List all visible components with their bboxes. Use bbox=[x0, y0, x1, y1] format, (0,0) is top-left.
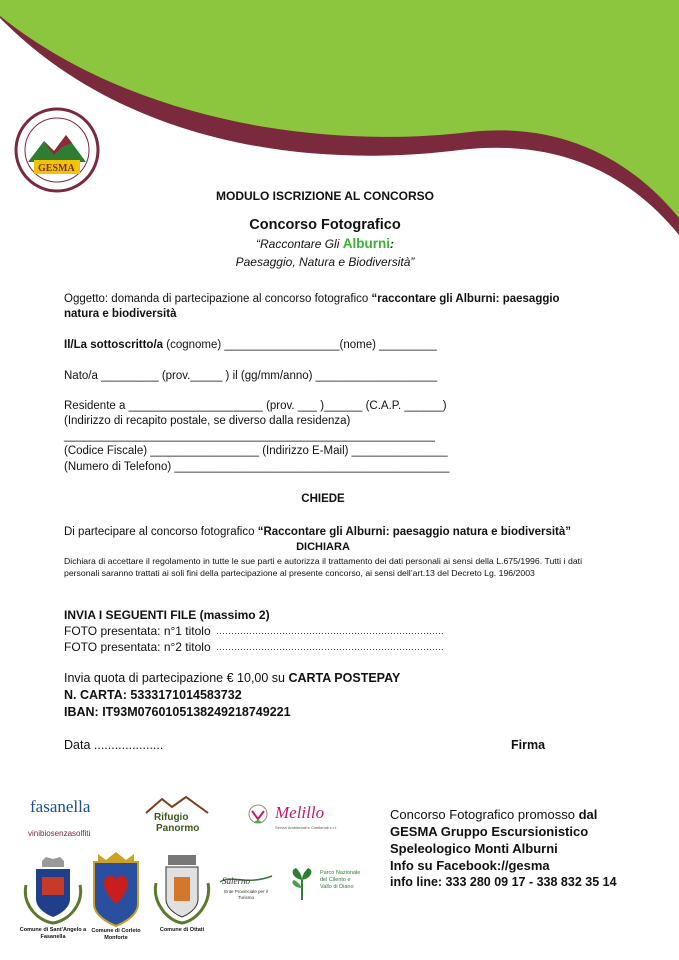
header-swoosh bbox=[0, 0, 679, 240]
salerno-ept-logo bbox=[218, 872, 274, 908]
quota-prefix: Invia quota di partecipazione € 10,00 su bbox=[64, 671, 289, 685]
quota-line bbox=[64, 670, 400, 687]
foto2-dots: …………………………………………………………………. bbox=[216, 642, 444, 652]
comune1-label: Comune di Sant'Angelo a Fasanella bbox=[19, 927, 87, 940]
residente-line: Residente a _____________________ (prov. ___ )______ (C.A.P. ______) bbox=[64, 400, 447, 412]
rifugio-panormo-logo bbox=[142, 795, 212, 840]
panormo-text: Panormo bbox=[156, 823, 200, 834]
telefono-line: (Numero di Telefono) ___________________________________________ bbox=[64, 461, 450, 473]
sottoscritto-label: Il/La sottoscritto/a bbox=[64, 339, 164, 351]
promo-line2: GESMA Gruppo Escursionistico bbox=[390, 824, 589, 839]
green-band bbox=[0, 0, 679, 218]
comune3-label: Comune di Ottati bbox=[159, 927, 205, 933]
nato-line: Nato/a _________ (prov._____ ) il (gg/mm/anno) ___________________ bbox=[64, 370, 438, 382]
comune-corleto bbox=[88, 852, 144, 947]
subtitle-highlight: Alburni bbox=[342, 236, 390, 251]
comune-santangelo bbox=[18, 855, 88, 945]
contest-title: Concorso Fotografico bbox=[249, 217, 401, 233]
partecipare-prefix: Di partecipare al concorso fotografico bbox=[64, 526, 258, 538]
parco-text: Parco Nazionale del Cilento e Vallo di Diano bbox=[320, 870, 361, 890]
fasanella-logo-sub: vinibiosenzasolfiti bbox=[28, 829, 91, 838]
salerno-text: Salerno bbox=[222, 876, 250, 886]
codice-fiscale-line: (Codice Fiscale) _________________ (Indirizzo E-Mail) _______________ bbox=[64, 445, 448, 457]
chiede-heading: CHIEDE bbox=[301, 493, 345, 505]
firma-label: Firma bbox=[511, 738, 546, 752]
promo-line1-normal: Concorso Fotografico promosso bbox=[390, 807, 579, 822]
promo-line1 bbox=[390, 806, 670, 823]
form-title: MODULO ISCRIZIONE AL CONCORSO bbox=[215, 189, 434, 203]
salerno-sub: Ente Provinciale per il Turismo bbox=[224, 889, 268, 900]
sottoscritto-line bbox=[64, 338, 437, 353]
gesma-logo bbox=[14, 107, 100, 193]
carta-number: N. CARTA: 5333171014583732 bbox=[64, 688, 242, 702]
rifugio-text: Rifugio bbox=[154, 812, 189, 823]
subtitle-suffix: : bbox=[389, 237, 394, 251]
oggetto-bold-1: “raccontare gli Alburni: paesaggio bbox=[371, 293, 560, 305]
melillo-text: Melillo bbox=[275, 803, 325, 822]
promo-line1-bold: dal bbox=[578, 807, 598, 822]
oggetto-prefix: Oggetto: domanda di partecipazione al concorso fotografico bbox=[64, 293, 372, 305]
partecipare-bold: “Raccontare gli Alburni: paesaggio natura e biodiversità” bbox=[257, 526, 572, 538]
indirizzo-line: (Indirizzo di recapito postale, se diverso dalla residenza) bbox=[64, 415, 351, 427]
dichiara-heading: DICHIARA bbox=[296, 541, 350, 553]
gesma-logo-text: GESMA bbox=[38, 163, 75, 174]
dichiara-text: Dichiara di accettare il regolamento in tutte le sue parti e autorizza il trattamento dei dati personali ai sensi della L.675/1996. Tutti i dati personali saranno trattati ai soli fini della partecipazione al presente concorso, ai sensi dell’art.13 del Decreto Lg. 196/2003 bbox=[64, 556, 582, 578]
blank-address-line: __________________________________________________________ bbox=[64, 430, 435, 442]
promo-line5: info line: 333 280 09 17 - 338 832 35 14 bbox=[390, 875, 617, 889]
promo-line3: Speleologico Monti Alburni bbox=[390, 841, 558, 856]
invia-files-heading: INVIA I SEGUENTI FILE (massimo 2) bbox=[64, 608, 270, 622]
iban: IBAN: IT93M0760105138249218749221 bbox=[64, 705, 291, 719]
melillo-sub: Servizi Ambientali e Cimiteriali s.r.l. bbox=[275, 825, 338, 830]
promo-block bbox=[390, 806, 670, 891]
contest-subtitle-line2: Paesaggio, Natura e Biodiversità” bbox=[235, 255, 415, 269]
oggetto-line2: natura e biodiversità bbox=[64, 308, 177, 320]
fasanella-logo-text: fasanella bbox=[30, 797, 91, 816]
foto1-dots: …………………………………………………………………. bbox=[216, 626, 444, 636]
partecipare-line bbox=[64, 525, 571, 540]
oggetto-line1 bbox=[64, 292, 584, 307]
fasanella-logo bbox=[28, 797, 108, 847]
comune-ottati bbox=[152, 853, 212, 945]
subtitle-prefix: “Raccontare Gli bbox=[256, 237, 343, 251]
contest-subtitle bbox=[170, 236, 480, 251]
quota-bold: CARTA POSTEPAY bbox=[288, 671, 401, 685]
sottoscritto-fields: (cognome) __________________(nome) _________ bbox=[163, 339, 437, 351]
comune2-label: Comune di Corleto Monforte bbox=[91, 928, 141, 941]
promo-line4: Info su Facebook://gesma bbox=[390, 858, 550, 873]
foto1-label: FOTO presentata: n°1 titolo bbox=[64, 624, 211, 638]
data-field: Data .................... bbox=[64, 738, 164, 752]
parco-nazionale-logo bbox=[286, 866, 366, 906]
melillo-logo bbox=[245, 801, 345, 837]
foto2-label: FOTO presentata: n°2 titolo bbox=[64, 640, 211, 654]
